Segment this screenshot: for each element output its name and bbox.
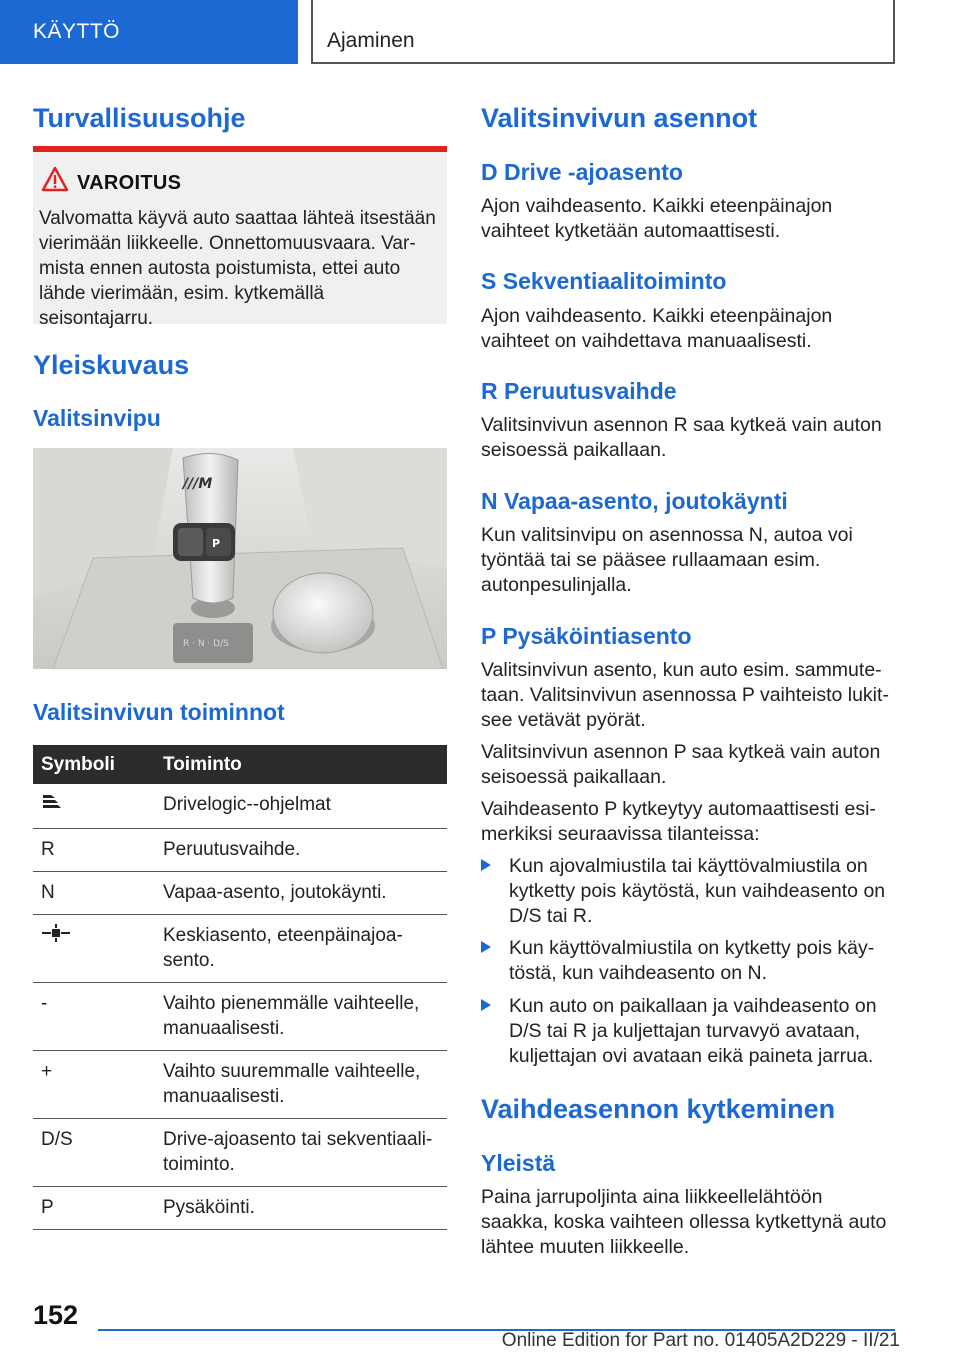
- page-number: 152: [33, 1300, 79, 1330]
- table-cell-function: Vaihto suuremmalle vaihteelle, manuaalisesti.: [155, 1051, 447, 1119]
- table-header-symbol: Symboli: [33, 745, 155, 784]
- list-item-text: Kun ajovalmiustila tai käyttövalmiustila on kytketty pois käytöstä, kun vaihdeasento on D/S tai R.: [509, 855, 886, 927]
- gear-selector-illustration: [33, 448, 447, 669]
- table-row: [33, 784, 447, 829]
- p-text-1: Valitsinvivun asento, kun auto esim. sammutetaan. Valitsinvivun asennossa P vaihteisto lukitsee vetävät pyörät.: [481, 659, 889, 731]
- bullet-triangle-icon: [481, 941, 491, 953]
- table-cell-symbol: [33, 784, 155, 829]
- table-cell-function: Peruutusvaihde.: [155, 829, 447, 872]
- table-row: [33, 1051, 447, 1119]
- svg-text:///M: ///M: [183, 476, 213, 492]
- svg-text:P: P: [212, 537, 221, 550]
- selector-title: Valitsinvipu: [33, 405, 161, 431]
- selector-functions-table: [33, 745, 447, 1230]
- engage-title: Vaihdeasennon kytkeminen: [481, 1094, 836, 1124]
- r-text: Valitsinvivun asennon R saa kytkeä vain auton seisoessä paikallaan.: [481, 414, 882, 461]
- list-item: [481, 994, 895, 1069]
- table-cell-function: Keskiasento, eteenpäinajoasento.: [155, 915, 447, 983]
- overview-title: Yleiskuvaus: [33, 350, 190, 380]
- functions-title: Valitsinvivun toiminnot: [33, 699, 285, 725]
- table-row: [33, 915, 447, 983]
- p-text-3: Vaihdeasento P kytkeytyy automaattisesti esimerkiksi seuraavissa tilanteissa:: [481, 798, 876, 845]
- table-row: [33, 1119, 447, 1187]
- s-title: S Sekventiaalitoiminto: [481, 268, 727, 294]
- n-text: Kun valitsinvipu on asennossa N, autoa voi työntää tai se pääsee rullaamaan esim. autonpesulinjalla.: [481, 524, 853, 596]
- center-position-icon: [41, 923, 71, 943]
- table-row: [33, 1187, 447, 1230]
- list-item: [481, 854, 895, 929]
- svg-text:R · N · D/S: R · N · D/S: [183, 639, 229, 649]
- table-cell-function: Vaihto pienemmälle vaihteelle, manuaalisesti.: [155, 983, 447, 1051]
- table-cell-symbol: -: [33, 983, 155, 1051]
- d-title: D Drive -ajoasento: [481, 159, 683, 185]
- table-cell-function: Vapaa-asento, joutokäynti.: [155, 872, 447, 915]
- bullet-triangle-icon: [481, 999, 491, 1011]
- p-title: P Pysäköintiasento: [481, 623, 692, 649]
- list-item-text: Kun käyttövalmiustila on kytketty pois käytöstä, kun vaihdeasento on N.: [509, 937, 875, 984]
- table-cell-symbol: N: [33, 872, 155, 915]
- p-text-2: Valitsinvivun asennon P saa kytkeä vain auton seisoessä paikallaan.: [481, 741, 881, 788]
- table-cell-function: Drivelogic--ohjelmat: [155, 784, 447, 829]
- general-text: Paina jarrupoljinta aina liikkeellelähtöön saakka, koska vaihteen ollessa kytkettynä auto lähtee muuten liikkeelle.: [481, 1186, 887, 1258]
- table-cell-symbol: D/S: [33, 1119, 155, 1187]
- r-title: R Peruutusvaihde: [481, 378, 677, 404]
- s-text: Ajon vaihdeasento. Kaikki eteenpäinajon vaihteet on vaihdettava manuaalisesti.: [481, 305, 833, 352]
- list-item: [481, 936, 895, 986]
- table-cell-symbol: +: [33, 1051, 155, 1119]
- table-header-function: Toiminto: [155, 745, 447, 784]
- table-cell-symbol: [33, 915, 155, 983]
- warning-box: [33, 146, 447, 329]
- bullet-triangle-icon: [481, 859, 491, 871]
- general-title: Yleistä: [481, 1150, 556, 1176]
- table-row: [33, 829, 447, 872]
- table-row: [33, 983, 447, 1051]
- header-chapter: Ajaminen: [311, 0, 895, 64]
- table-header-row: [33, 745, 447, 784]
- header-section: KÄYTTÖ: [0, 0, 298, 64]
- list-item-text: Kun auto on paikallaan ja vaihdeasento on D/S tai R ja kuljettajan turvavyö avataan, kuljettajan ovi avataan eikä paineta jarrua.: [509, 995, 877, 1067]
- table-row: [33, 872, 447, 915]
- table-cell-function: Drive-ajoasento tai sekventiaalitoiminto.: [155, 1119, 447, 1187]
- warning-text: Valvomatta käyvä auto saattaa lähteä itsestään vierimään liikkeelle. Onnettomuusvaara. Varmista ennen autosta poistumista, ettei auto lähde vierimään, esim. kytkemällä seisontajarru.: [39, 208, 436, 329]
- positions-title: Valitsinvivun asennot: [481, 103, 758, 133]
- warning-title: VAROITUS: [77, 172, 182, 194]
- table-cell-function: Pysäköinti.: [155, 1187, 447, 1230]
- warning-triangle-icon: [41, 166, 69, 192]
- footer-edition: Online Edition for Part no. 01405A2D229 - II/21: [501, 1330, 900, 1351]
- d-text: Ajon vaihdeasento. Kaikki eteenpäinajon vaihteet kytketään automaattisesti.: [481, 195, 833, 242]
- gear-selector-photo: [33, 448, 447, 669]
- table-cell-symbol: P: [33, 1187, 155, 1230]
- n-title: N Vapaa-asento, joutokäynti: [481, 488, 788, 514]
- drivelogic-icon: [41, 792, 63, 812]
- table-cell-symbol: R: [33, 829, 155, 872]
- safety-title: Turvallisuusohje: [33, 103, 246, 133]
